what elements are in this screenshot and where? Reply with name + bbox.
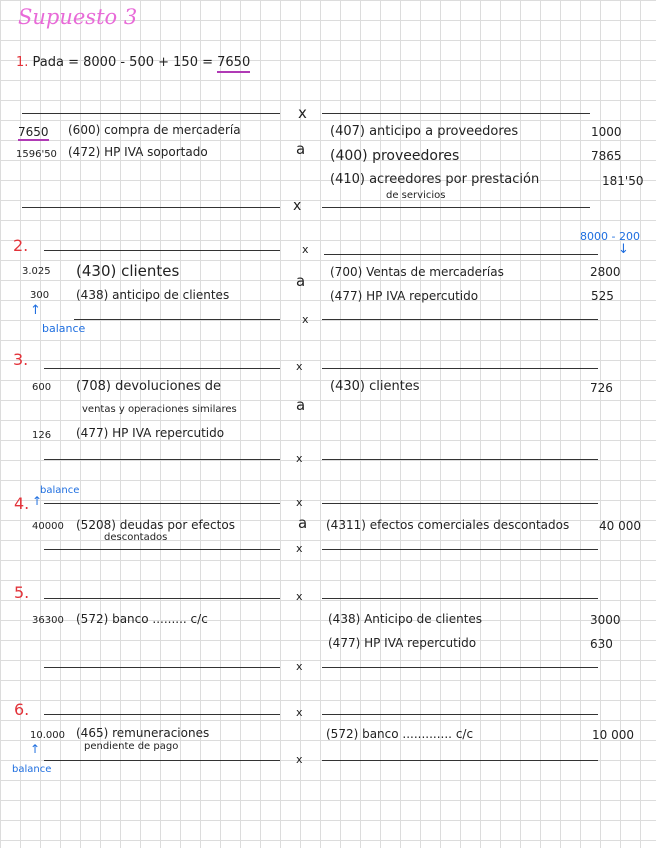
x-mark: x <box>296 660 303 673</box>
a-mark: a <box>296 272 306 290</box>
note-balance: balance <box>40 485 80 496</box>
debit-amount: 300 <box>30 290 50 301</box>
page-title: Supuesto 3 <box>18 5 138 29</box>
credit-account: (477) HP IVA repercutido <box>328 636 477 650</box>
x-mark: x <box>296 542 303 555</box>
separator-line <box>322 714 598 715</box>
credit-account: (477) HP IVA repercutido <box>330 289 479 303</box>
debit-account-cont: descontados <box>104 532 168 543</box>
separator-line <box>322 113 590 114</box>
arrow-up-icon: ↑ <box>30 742 41 756</box>
separator-line <box>44 368 280 369</box>
separator-line <box>44 714 280 715</box>
debit-amount: 1596'50 <box>16 149 57 160</box>
note-top: 8000 - 200 <box>580 230 640 243</box>
credit-amount: 1000 <box>591 125 622 139</box>
separator-line <box>322 760 598 761</box>
entry-number: 2. <box>13 236 29 255</box>
x-mark: x <box>296 753 303 766</box>
entry-number: 6. <box>14 700 30 719</box>
credit-amount: 181'50 <box>602 174 644 188</box>
x-mark: x <box>293 198 302 214</box>
separator-line <box>324 254 598 255</box>
debit-account-cont: pendiente de pago <box>84 741 179 752</box>
x-mark: x <box>296 706 303 719</box>
separator-line <box>322 459 598 460</box>
separator-line <box>322 549 598 550</box>
note-balance: balance <box>12 764 52 775</box>
x-mark: x <box>302 313 309 326</box>
debit-account: (477) HP IVA repercutido <box>76 426 225 440</box>
x-mark: x <box>296 452 303 465</box>
separator-line <box>322 319 598 320</box>
debit-amount: 10.000 <box>30 730 65 741</box>
arrow-up-icon: ↑ <box>32 494 43 508</box>
credit-account: (700) Ventas de mercaderías <box>330 265 504 279</box>
debit-account: (5208) deudas por efectos <box>76 518 235 532</box>
a-mark: a <box>296 140 306 158</box>
credit-amount: 525 <box>591 289 614 303</box>
x-mark: x <box>296 590 303 603</box>
debit-amount: 40000 <box>32 521 64 532</box>
credit-account: (430) clientes <box>330 379 420 394</box>
separator-line <box>44 667 280 668</box>
x-mark: x <box>296 360 303 373</box>
separator-line <box>44 503 280 504</box>
credit-amount: 3000 <box>590 613 621 627</box>
debit-account: (430) clientes <box>76 262 180 280</box>
a-mark: a <box>298 514 308 532</box>
x-mark: x <box>302 243 309 256</box>
calc-result: 7650 <box>217 55 250 73</box>
debit-account: (438) anticipo de clientes <box>76 288 230 302</box>
debit-amount: 126 <box>32 430 52 441</box>
separator-line <box>44 250 280 251</box>
separator-line <box>44 459 280 460</box>
arrow-up-icon: ↑ <box>30 303 41 318</box>
debit-amount: 7650 <box>18 125 49 139</box>
separator-line <box>44 598 280 599</box>
credit-amount: 7865 <box>591 149 622 163</box>
credit-account: (438) Anticipo de clientes <box>328 612 483 626</box>
debit-amount: 36300 <box>32 615 64 626</box>
debit-account: (572) banco ......... c/c <box>76 612 208 626</box>
credit-account-cont: de servicios <box>386 190 446 201</box>
entry-number: 5. <box>14 583 30 602</box>
credit-account: (407) anticipo a proveedores <box>330 124 519 139</box>
debit-account: (708) devoluciones de <box>76 379 221 394</box>
entry-number: 4. <box>14 494 30 513</box>
arrow-down-icon: ↓ <box>618 242 629 257</box>
separator-line <box>44 549 280 550</box>
debit-account: (465) remuneraciones <box>76 726 210 740</box>
separator-line <box>74 319 280 320</box>
credit-amount: 40 000 <box>599 519 641 533</box>
credit-amount: 726 <box>590 381 613 395</box>
debit-account: (600) compra de mercadería <box>68 123 241 137</box>
calc-number: 1. <box>16 55 29 70</box>
a-mark: a <box>296 396 306 414</box>
separator-line <box>322 368 598 369</box>
separator-line <box>44 760 280 761</box>
debit-account-cont: ventas y operaciones similares <box>82 404 237 415</box>
separator-line <box>322 207 590 208</box>
credit-account: (572) banco ............. c/c <box>326 727 474 741</box>
credit-account: (4311) efectos comerciales descontados <box>326 518 570 532</box>
credit-account: (400) proveedores <box>330 148 460 164</box>
credit-amount: 2800 <box>590 265 621 279</box>
x-mark: x <box>298 104 307 122</box>
credit-amount: 10 000 <box>592 728 634 742</box>
separator-line <box>22 207 280 208</box>
separator-line <box>322 598 598 599</box>
debit-amount: 3.025 <box>22 266 51 277</box>
calculation-line <box>16 55 250 70</box>
debit-amount: 600 <box>32 382 52 393</box>
note-balance: balance <box>42 322 86 335</box>
entry-number: 3. <box>13 350 29 369</box>
separator-line <box>22 113 280 114</box>
x-mark: x <box>296 496 303 509</box>
credit-amount: 630 <box>590 637 613 651</box>
separator-line <box>322 503 598 504</box>
credit-account: (410) acreedores por prestación <box>330 172 540 187</box>
calc-text: Pada = 8000 - 500 + 150 = <box>32 55 218 70</box>
separator-line <box>322 667 598 668</box>
debit-account: (472) HP IVA soportado <box>68 145 208 159</box>
